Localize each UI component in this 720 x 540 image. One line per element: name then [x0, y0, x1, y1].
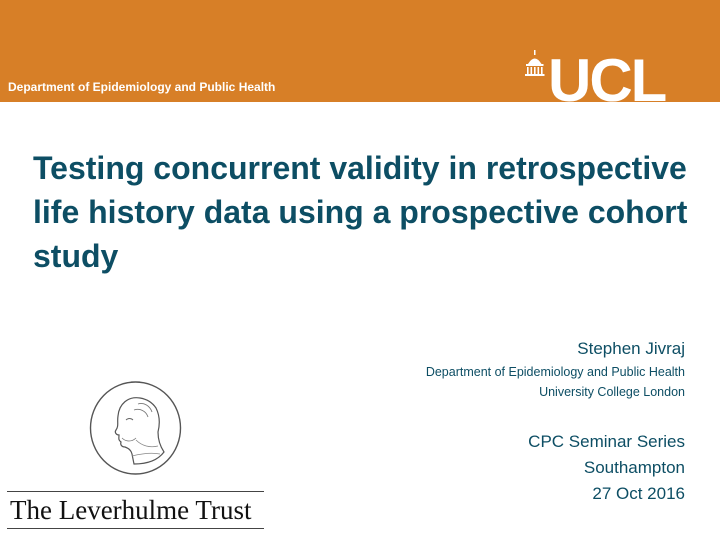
- ucl-logo: [520, 50, 690, 102]
- event-location: Southampton: [583, 458, 685, 477]
- author-university: University College London: [539, 385, 685, 399]
- slide-title: Testing concurrent validity in retrospective life history data using a prospective cohort study: [33, 150, 688, 274]
- event-name: CPC Seminar Series: [528, 432, 685, 451]
- event-date: 27 Oct 2016: [592, 484, 685, 503]
- sponsor-name: The Leverhulme Trust: [10, 495, 252, 525]
- header-department: Department of Epidemiology and Public Health: [8, 80, 276, 94]
- sponsor-rule-top: [7, 491, 264, 492]
- sponsor-rule-bottom: [7, 528, 264, 529]
- portico-icon: [525, 50, 545, 76]
- author-department: Department of Epidemiology and Public Health: [425, 365, 685, 379]
- author-name: Stephen Jivraj: [577, 339, 685, 358]
- ucl-logo-text: UCL: [548, 50, 666, 102]
- leverhulme-medallion-icon: [88, 380, 183, 476]
